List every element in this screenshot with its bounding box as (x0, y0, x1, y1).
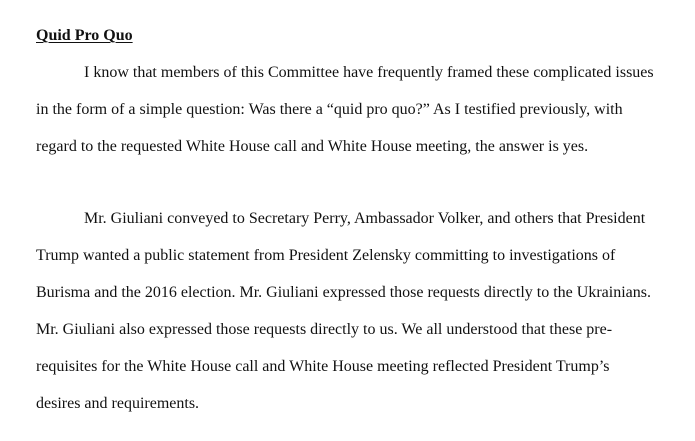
paragraph-line: Trump wanted a public statement from President Zelensky committing to investigations of (36, 247, 616, 264)
paragraph-line: I know that members of this Committee have frequently framed these complicated issues (84, 64, 654, 81)
paragraph-line: desires and requirements. (36, 395, 200, 412)
paragraph-line: regard to the requested White House call and White House meeting, the answer is yes. (36, 138, 589, 155)
paragraph-line: Mr. Giuliani also expressed those requests directly to us. We all understood that these pre- (36, 321, 613, 338)
paragraph-line: requisites for the White House call and White House meeting reflected President Trump’s (36, 358, 610, 375)
paragraph-line: Burisma and the 2016 election. Mr. Giuliani expressed those requests directly to the Ukrainians. (36, 284, 651, 301)
paragraph-line: in the form of a simple question: Was there a “quid pro quo?” As I testified previously, with (36, 101, 623, 118)
section-heading: Quid Pro Quo (36, 27, 133, 44)
paragraph-line: Mr. Giuliani conveyed to Secretary Perry, Ambassador Volker, and others that President (84, 210, 646, 227)
